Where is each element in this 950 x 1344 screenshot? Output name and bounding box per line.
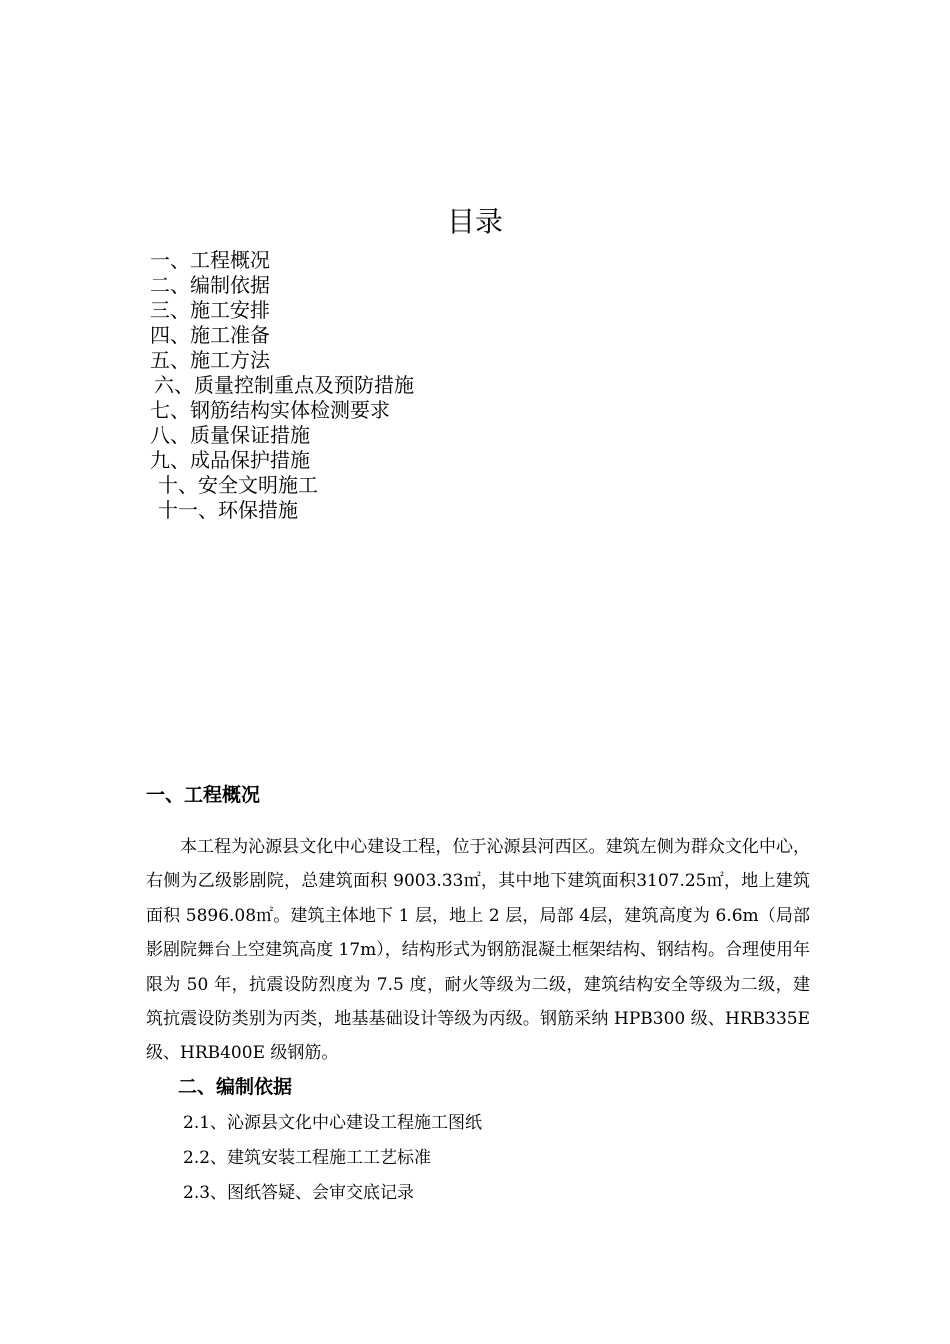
basis-item: 2.3、图纸答疑、会审交底记录: [183, 1183, 415, 1203]
basis-list: [183, 1106, 482, 1211]
table-of-contents: [150, 248, 414, 523]
section-heading-basis: 二、编制依据: [178, 1076, 293, 1098]
project-overview-paragraph: 本工程为沁源县文化中心建设工程，位于沁源县河西区。建筑左侧为群众文化中心，右侧为乙级影剧院，总建筑面积 9003.33㎡，其中地下建筑面积3107.25㎡，地上建筑面积 5896.08㎡。建筑主体地下 1 层，地上 2 层，局部 4层，建筑高度为 6.6m（局部影剧院舞台上空建筑高度 17m），结构形式为钢筋混凝土框架结构、钢结构。合理使用年限为 50 年，抗震设防烈度为 7.5 度，耐火等级为二级，建筑结构安全等级为二级，建筑抗震设防类别为丙类，地基基础设计等级为丙级。钢筋采纳 HPB300 级、HRB335E 级、HRB400E 级钢筋。: [146, 837, 810, 1064]
section-heading-project-overview: 一、工程概况: [146, 784, 261, 806]
toc-item: 五、施工方法: [150, 348, 270, 372]
toc-item: 八、质量保证措施: [150, 423, 310, 447]
toc-item: 四、施工准备: [150, 323, 270, 347]
toc-title: 目录: [446, 205, 503, 238]
toc-item: 十、安全文明施工: [158, 473, 318, 497]
basis-item: 2.2、建筑安装工程施工工艺标准: [183, 1148, 432, 1168]
toc-item: 七、钢筋结构实体检测要求: [150, 398, 390, 422]
toc-item: 九、成品保护措施: [150, 448, 310, 472]
toc-item: 一、工程概况: [150, 248, 270, 272]
basis-item: 2.1、沁源县文化中心建设工程施工图纸: [183, 1113, 483, 1133]
toc-item: 三、施工安排: [150, 298, 270, 322]
toc-item: 二、编制依据: [150, 273, 270, 297]
toc-item: 十一、环保措施: [158, 498, 298, 522]
toc-item: 六、质量控制重点及预防措施: [154, 373, 414, 397]
